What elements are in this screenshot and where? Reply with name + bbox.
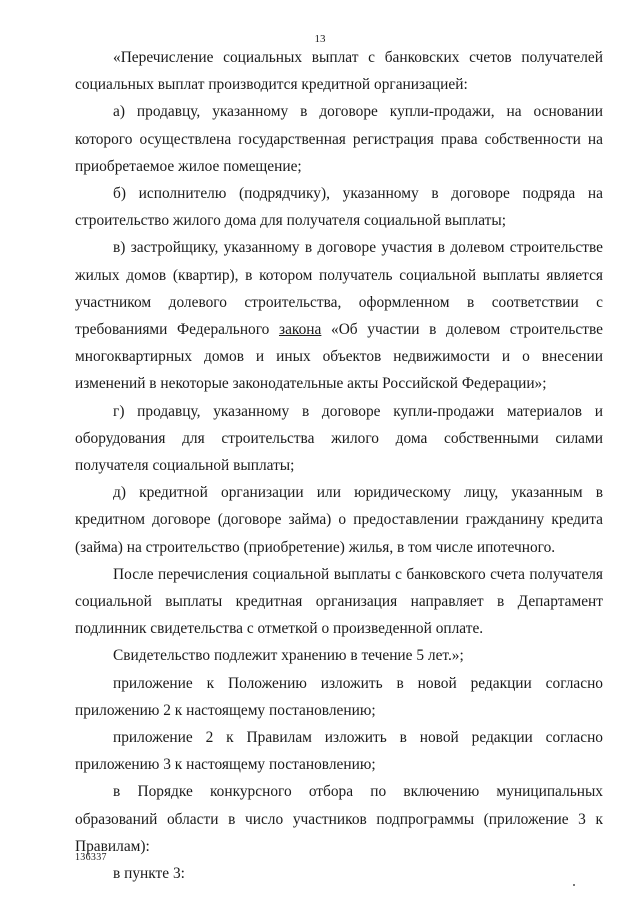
paragraph-item-d: д) кредитной организации или юридическому лицу, указанным в кредитном договоре (договоре займа) о предоставлении гражданину кредита (займа) на строительство (приобретение) жилья, в том числе ипотечного.	[75, 484, 603, 556]
law-link[interactable]: закона	[279, 321, 322, 339]
paragraph-point-3: в пункте 3:	[113, 865, 185, 883]
paragraph-intro: «Перечисление социальных выплат с банковских счетов получателей социальных выплат производится кредитной организацией:	[75, 49, 603, 94]
paragraph-item-v-text-end: «Об участии в долевом строительстве многоквартирных домов и иных объектов недвижимости и о внесении изменений в некоторые законодательные акты Российской Федерации»;	[75, 321, 603, 393]
paragraph-appendix-regulation: приложение к Положению изложить в новой редакции согласно приложению 2 к настоящему постановлению;	[75, 674, 603, 719]
paragraph-appendix-2-rules: приложение 2 к Правилам изложить в новой редакции согласно приложению 3 к настоящему постановлению;	[75, 729, 603, 774]
paragraph-competitive-selection: в Порядке конкурсного отбора по включению муниципальных образований области в число участников подпрограммы (приложение 3 к Правилам):	[75, 783, 603, 855]
page-number: 13	[314, 33, 326, 45]
paragraph-after-transfer: После перечисления социальной выплаты с банковского счета получателя социальной выплаты кредитная организация направляет в Департамент подлинник свидетельства с отметкой о произведенной оплате.	[75, 565, 603, 638]
paragraph-item-a: а) продавцу, указанному в договоре купли-продажи, на основании которого осуществлена государственная регистрация права собственности на приобретаемое жилое помещение;	[75, 103, 603, 175]
paragraph-item-v-text-start: в) застройщику, указанному в договоре участия в долевом строительстве жилых домов (квартир), в котором получатель социальной выплаты является участником долевого строительства, оформленном в соответствии с требованиями Федерального	[75, 239, 603, 339]
paragraph-item-v	[75, 234, 603, 397]
paragraph-item-g: г) продавцу, указанному в договоре купли-продажи материалов и оборудования для строительства жилого дома собственными силами получателя социальной выплаты;	[75, 402, 603, 475]
scan-speck	[573, 884, 575, 886]
document-body	[75, 44, 603, 887]
paragraph-storage: Свидетельство подлежит хранению в течение 5 лет.»;	[113, 647, 464, 665]
document-code: 136337	[75, 852, 107, 863]
paragraph-item-b: б) исполнителю (подрядчику), указанному в договоре подряда на строительство жилого дома для получателя социальной выплаты;	[75, 185, 603, 230]
